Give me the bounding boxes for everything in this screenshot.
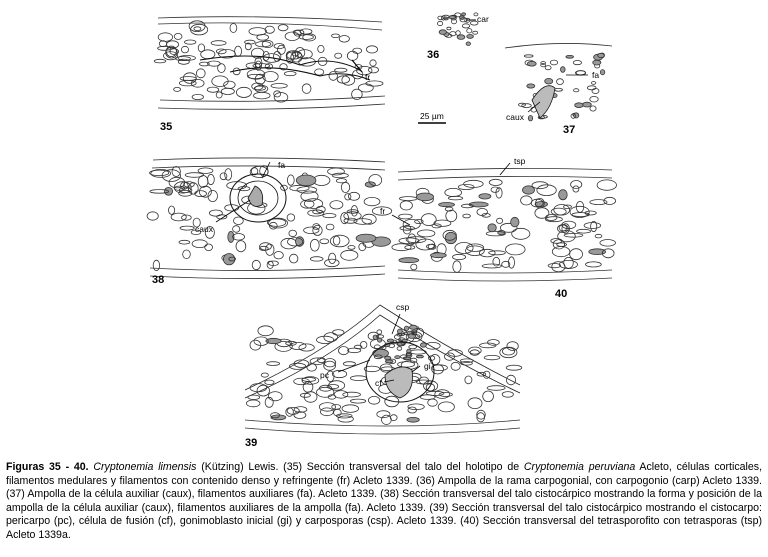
cell-outline (347, 51, 358, 60)
cell-outline (488, 340, 500, 346)
cell-outline (267, 362, 280, 366)
cell-outline (399, 197, 417, 201)
cell-outline (438, 402, 454, 412)
cell-outline (183, 250, 191, 259)
cell-outline (399, 258, 419, 263)
cell-outline (151, 169, 171, 177)
cell-outline (449, 16, 456, 19)
cell-outline (344, 218, 357, 223)
cell-outline (225, 169, 232, 181)
cell-outline (208, 174, 215, 184)
caption-species: Cryptonemia limensis (93, 461, 197, 473)
cell-outline (196, 69, 205, 78)
caption-species-2: Cryptonemia peruviana (523, 461, 636, 473)
cell-outline (587, 86, 596, 90)
cell-outline (180, 226, 194, 230)
cell-outline (350, 399, 365, 403)
cell-outline (489, 251, 506, 255)
cell-outline (453, 261, 461, 273)
cell-outline (439, 30, 446, 35)
cell-outline (330, 201, 343, 209)
figure-39-label-csp: csp (396, 302, 410, 312)
caption-label: Figuras 35 - 40. (6, 461, 89, 473)
cell-outline (407, 353, 411, 355)
cell-outline (586, 262, 602, 267)
cell-outline (194, 27, 201, 31)
cell-outline (512, 228, 530, 239)
cell-outline (316, 206, 325, 212)
cell-outline (212, 76, 228, 87)
cell-outline (246, 400, 260, 407)
cell-outline (287, 214, 295, 221)
cell-outline (445, 188, 462, 196)
cell-outline (191, 79, 204, 87)
cell-outline (185, 40, 196, 44)
cell-outline (416, 193, 433, 201)
cell-outline (265, 380, 274, 384)
cell-outline (230, 24, 237, 33)
cell-outline (178, 59, 189, 64)
cell-outline (296, 175, 316, 186)
figure-40-label-fr: fr (380, 206, 386, 216)
cell-outline (300, 29, 312, 34)
cell-outline (342, 405, 359, 413)
cell-outline (522, 104, 532, 108)
cell-outline (574, 89, 579, 92)
cell-outline (158, 33, 172, 42)
cell-outline (450, 32, 456, 36)
cell-outline (535, 208, 549, 219)
cell-outline (310, 257, 323, 261)
cell-outline (566, 55, 574, 58)
cell-outline (491, 187, 499, 192)
cell-outline (551, 239, 562, 244)
cell-outline (468, 398, 482, 409)
cell-outline (570, 249, 583, 260)
cell-outline (320, 408, 333, 416)
cell-outline (198, 168, 213, 174)
cell-outline (552, 247, 570, 257)
cell-outline (323, 214, 336, 218)
cell-outline (418, 230, 435, 237)
cell-outline (171, 213, 186, 221)
cell-outline (479, 194, 491, 199)
cell-outline (348, 192, 359, 200)
cell-outline (392, 244, 411, 251)
cell-outline (326, 224, 334, 230)
figure-38-label-fa: fa (278, 160, 286, 170)
cell-outline (201, 50, 215, 59)
figure-40-drawing (392, 163, 617, 281)
cell-outline (278, 25, 288, 31)
cell-outline (174, 87, 181, 91)
cell-outline (325, 259, 340, 267)
cell-outline (598, 53, 605, 57)
cell-outline (172, 167, 180, 177)
cell-outline (411, 264, 417, 270)
cell-outline (159, 41, 166, 47)
cell-outline (228, 231, 234, 242)
cell-outline (274, 252, 283, 259)
cell-outline (583, 102, 592, 107)
cell-outline (385, 356, 391, 360)
cell-outline (153, 260, 159, 270)
cell-outline (604, 197, 616, 204)
figure-39-label-pc: pc (320, 370, 329, 380)
figure-39-drawing (245, 305, 522, 434)
cell-outline (198, 176, 208, 188)
figure-35-drawing (154, 17, 385, 110)
cell-outline (174, 33, 182, 39)
cell-outline (332, 405, 341, 410)
cell-outline (573, 61, 581, 65)
cell-outline (591, 82, 595, 85)
cell-outline (407, 417, 419, 422)
figure-37-label-fa: fa (592, 70, 600, 80)
cell-outline (524, 55, 533, 57)
cell-outline (404, 326, 409, 330)
cell-outline (464, 180, 484, 187)
cell-outline (169, 206, 175, 214)
cell-outline (195, 191, 207, 197)
cell-outline (338, 416, 353, 422)
cell-outline (335, 68, 347, 72)
cell-outline (287, 175, 294, 185)
cell-outline (564, 257, 574, 268)
cell-outline (507, 342, 518, 351)
cell-outline (467, 29, 472, 33)
cell-outline (353, 48, 362, 53)
cell-outline (339, 347, 349, 355)
figure-38-drawing (147, 158, 392, 279)
cell-outline (564, 233, 583, 237)
cell-outline (211, 41, 226, 46)
cell-outline (348, 246, 355, 250)
cell-outline (350, 376, 366, 381)
cell-outline (399, 214, 413, 219)
cell-outline (147, 212, 158, 220)
cell-outline (377, 411, 390, 418)
cell-outline (236, 87, 251, 97)
cell-outline (456, 31, 461, 36)
cell-outline (387, 339, 393, 342)
cell-outline (548, 264, 561, 268)
cell-outline (181, 46, 188, 53)
cell-outline (253, 92, 270, 99)
cell-outline (189, 21, 205, 32)
cell-outline (421, 214, 436, 226)
cell-outline (207, 87, 219, 92)
cell-outline (302, 84, 311, 94)
cell-outline (597, 180, 616, 190)
figure-38-number: 38 (152, 274, 165, 286)
cell-outline (595, 234, 602, 238)
cell-outline (482, 264, 501, 268)
cell-outline (360, 341, 367, 348)
cell-outline (571, 181, 582, 189)
cell-outline (564, 205, 572, 209)
cell-outline (359, 243, 366, 251)
cell-outline (313, 224, 320, 230)
cell-outline (473, 31, 478, 34)
cell-outline (447, 27, 451, 30)
cell-outline (487, 386, 505, 391)
cell-outline (333, 236, 340, 245)
cell-outline (545, 78, 553, 84)
cell-outline (154, 59, 166, 63)
cell-outline (573, 186, 579, 192)
cell-outline (463, 214, 471, 218)
cell-outline (559, 190, 568, 200)
cell-outline (299, 344, 314, 351)
cell-outline (523, 186, 535, 194)
figure-36-drawing (438, 13, 479, 46)
figure-36-label-car: car (477, 14, 489, 24)
cell-outline (351, 206, 357, 217)
cell-outline (209, 210, 222, 216)
cell-outline (541, 63, 546, 66)
cell-outline (416, 355, 423, 358)
cell-outline (328, 168, 345, 175)
figure-40-number: 40 (555, 288, 568, 300)
figure-35-number: 35 (160, 121, 173, 133)
cell-outline (221, 88, 234, 94)
cell-outline (274, 91, 281, 97)
cell-outline (290, 254, 298, 263)
cell-outline (304, 227, 319, 234)
figure-caption (6, 461, 762, 543)
cell-outline (343, 362, 355, 366)
cell-outline (335, 53, 342, 58)
cell-outline (320, 239, 329, 244)
cell-outline (366, 46, 377, 53)
cell-outline (205, 244, 213, 251)
cell-outline (329, 72, 337, 81)
cell-outline (584, 223, 601, 229)
figure-37-number: 37 (563, 124, 576, 136)
cell-outline (334, 391, 348, 399)
cell-outline (390, 415, 397, 421)
cell-outline (600, 240, 616, 247)
cell-outline (425, 342, 440, 349)
cell-outline (333, 330, 344, 336)
figure-35-label-fr: fr (365, 72, 371, 82)
cell-outline (451, 362, 460, 370)
cell-outline (575, 71, 585, 75)
cell-outline (600, 70, 604, 75)
cell-outline (403, 219, 420, 229)
cell-outline (506, 365, 522, 370)
cell-outline (341, 250, 358, 260)
cell-outline (258, 326, 273, 336)
cell-outline (183, 73, 196, 84)
figure-37-drawing (505, 43, 612, 120)
cell-outline (462, 24, 469, 28)
cell-outline (561, 67, 566, 73)
cell-outline (465, 376, 472, 384)
cell-outline (439, 203, 455, 207)
cell-outline (438, 21, 443, 25)
cell-outline (400, 201, 412, 210)
cell-outline (559, 225, 567, 231)
cell-outline (235, 46, 242, 56)
cell-outline (179, 240, 190, 244)
cell-outline (458, 184, 474, 189)
cell-outline (409, 325, 417, 329)
cell-outline (483, 391, 494, 402)
cell-outline (284, 72, 296, 76)
cell-outline (218, 64, 226, 73)
cell-outline (310, 239, 319, 251)
cell-outline (537, 185, 556, 196)
cell-outline (431, 253, 447, 258)
cell-outline (271, 84, 287, 89)
cell-outline (192, 94, 203, 99)
caption-text-2: Acleto, células corticales, filamentos medulares y filamentos con contenido denso y refringente (fr) Acleto 1339. (36) Ampolla de la rama carpogonial, con carpogonio (carp) Acleto 1339. (37) Ampolla de la célula auxiliar (caux), filamentos auxiliares (fa). Acleto 1339. (38) Sección transversal del talo cistocárpico mostrando la forma y posición de la ampolla de la célula auxiliar (caux), filamentos auxiliares de la ampolla (fa). Acleto 1339. (39) Sección transversal del talo cistocárpico mostrando el cistocarpo: pericarpo (pc), célula de fusión (cf), gonimoblasto inicial (gi) y carposporas (csp). Acleto 1339. (40) Sección transversal del tetrasporofito con tetrasporas (tsp) Acleto 1339a. (6, 461, 763, 541)
cell-outline (318, 45, 324, 52)
caption-text-1: (Kützing) Lewis. (35) Sección transversal del talo del holotipo de (196, 461, 524, 473)
cell-outline (466, 42, 470, 46)
cell-outline (398, 329, 403, 334)
cell-outline (382, 415, 392, 424)
cell-outline (420, 343, 426, 347)
cell-outline (527, 61, 536, 66)
cell-outline (552, 262, 565, 272)
cell-outline (527, 84, 535, 88)
cell-outline (521, 196, 532, 205)
cell-outline (315, 69, 324, 75)
cell-outline (255, 61, 261, 70)
cell-outline (267, 261, 273, 268)
cell-outline (545, 217, 562, 222)
cell-outline (545, 66, 551, 70)
cell-outline (248, 395, 260, 399)
figure-38-label-caux: caux (195, 224, 213, 234)
cell-outline (483, 371, 490, 378)
cell-outline (378, 338, 382, 342)
figure-39-label-cf: cf (375, 378, 382, 388)
cell-outline (462, 13, 466, 16)
cell-outline (590, 96, 598, 102)
scale-bar-label: 25 µm (420, 111, 444, 121)
cell-outline (236, 241, 246, 252)
cell-outline (455, 243, 473, 254)
cell-outline (397, 347, 402, 351)
cell-outline (263, 72, 278, 82)
cell-outline (467, 35, 474, 39)
cell-outline (554, 205, 570, 216)
cell-outline (329, 253, 336, 263)
cell-outline (593, 60, 601, 65)
cell-outline (502, 392, 513, 398)
cell-outline (555, 88, 563, 91)
cell-outline (461, 362, 473, 366)
cell-outline (590, 106, 596, 111)
figure-40-label-tsp: tsp (514, 156, 526, 166)
cell-outline (370, 60, 376, 66)
cell-outline (364, 197, 380, 205)
cell-outline (332, 34, 340, 38)
cell-outline (385, 360, 393, 363)
cell-outline (484, 355, 500, 359)
cell-outline (439, 393, 452, 397)
cell-outline (528, 116, 532, 121)
cell-outline (257, 34, 269, 40)
cell-outline (368, 396, 379, 404)
cell-outline (479, 249, 495, 257)
cell-outline (506, 244, 526, 255)
figure-36-number: 36 (427, 49, 440, 61)
cell-outline (419, 377, 428, 384)
cell-outline (575, 103, 583, 108)
cell-outline (233, 234, 245, 241)
figure-39-label-gi: gi (424, 361, 431, 371)
cell-outline (557, 79, 564, 85)
cell-outline (356, 234, 376, 242)
cell-outline (329, 381, 345, 391)
cell-outline (577, 229, 591, 233)
cell-outline (268, 392, 282, 401)
cell-outline (402, 339, 407, 342)
cell-outline (261, 373, 268, 377)
cell-outline (339, 36, 349, 43)
cell-outline (252, 260, 260, 269)
cell-outline (488, 224, 496, 232)
cell-outline (198, 44, 204, 52)
cell-outline (332, 173, 348, 178)
figure-37-label-caux: caux (506, 112, 524, 122)
cell-outline (341, 182, 349, 192)
cell-outline (511, 217, 519, 227)
cell-outline (395, 356, 400, 359)
cell-outline (377, 330, 382, 334)
cell-outline (453, 254, 466, 259)
cell-outline (497, 218, 503, 223)
cell-outline (428, 399, 438, 406)
cell-outline (289, 230, 297, 237)
cell-outline (299, 35, 313, 40)
cell-outline (550, 60, 557, 65)
cell-outline (343, 392, 361, 397)
cell-outline (274, 51, 281, 61)
cell-outline (446, 210, 457, 222)
cell-outline (365, 182, 375, 187)
cell-outline (506, 375, 515, 385)
cell-outline (233, 226, 240, 233)
cell-outline (489, 179, 502, 185)
figure-39-number: 39 (245, 437, 258, 449)
cell-outline (477, 413, 485, 422)
cell-outline (559, 260, 577, 268)
